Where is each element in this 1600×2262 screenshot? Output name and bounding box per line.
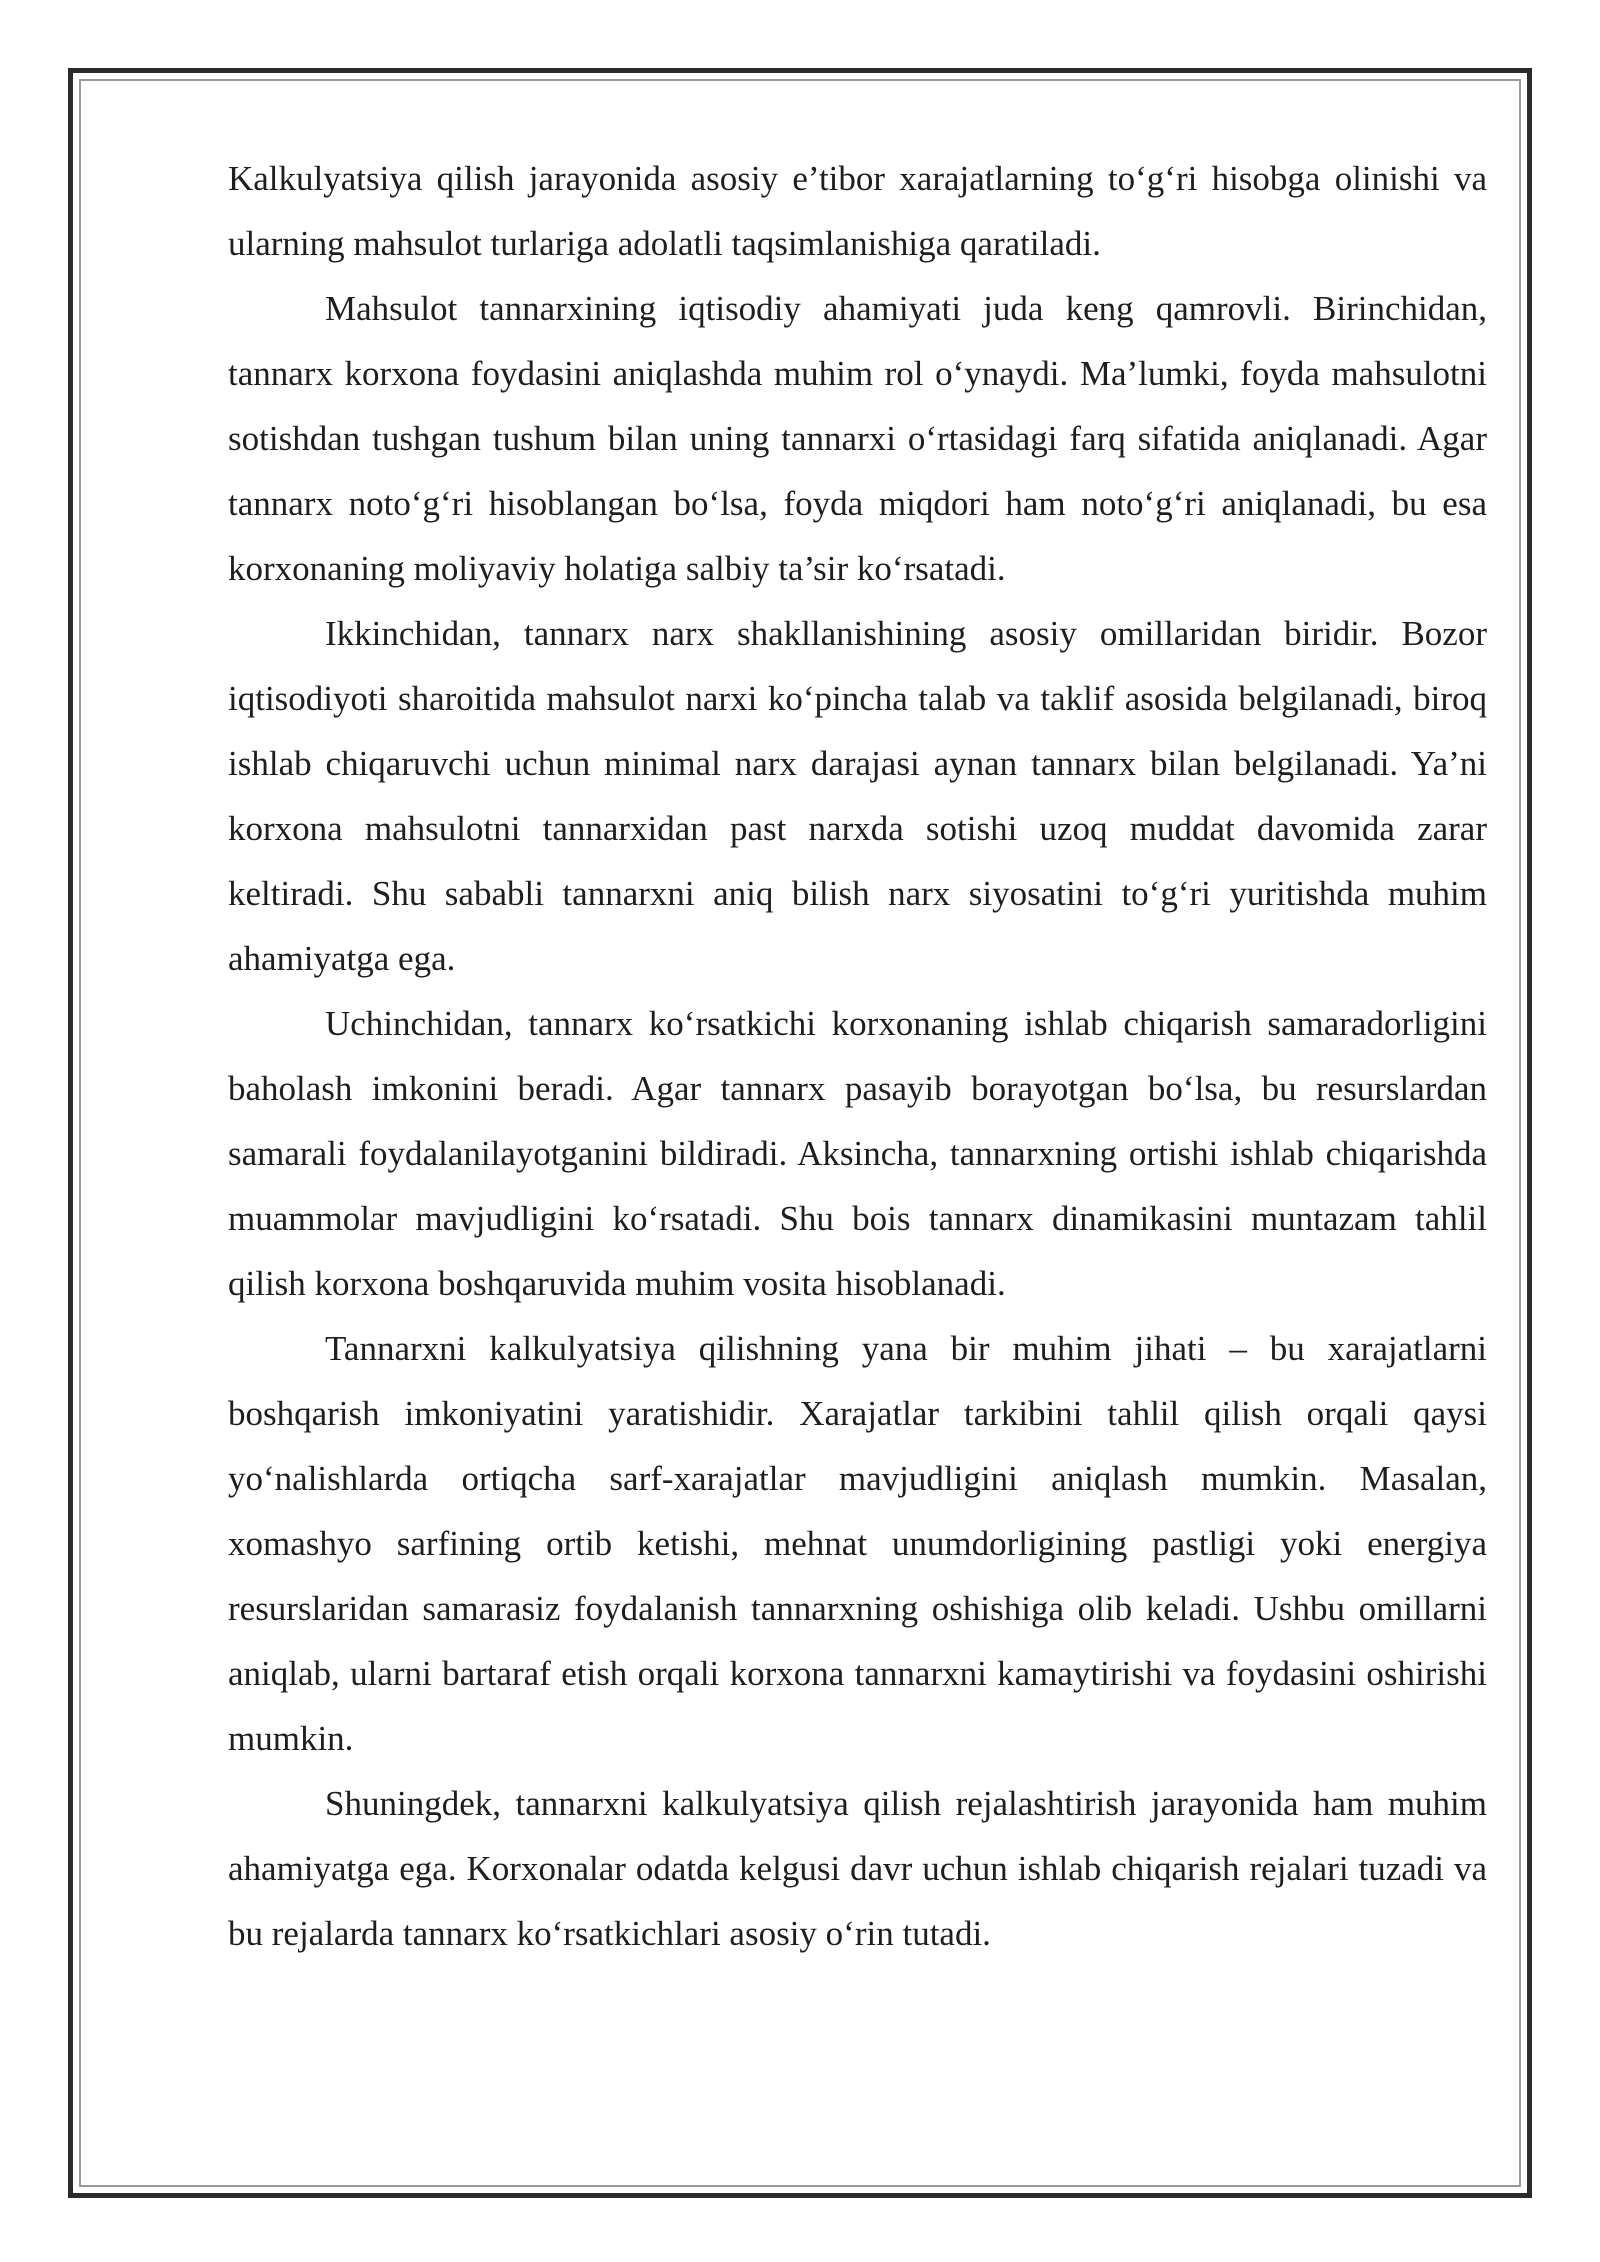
paragraph-4: Uchinchidan, tannarx ko‘rsatkichi korxonaning ishlab chiqarish samaradorligini baholash imkonini beradi. Agar tannarx pasayib borayotgan bo‘lsa, bu resurslardan samarali foydalanilayotganini bildiradi. Aksincha, tannarxning ortishi ishlab chiqarishda muammolar mavjudligini ko‘rsatadi. Shu bois tannarx dinamikasini muntazam tahlil qilish korxona boshqaruvida muhim vosita hisoblanadi. [228,1004,1487,1303]
document-body [228,146,1487,1966]
paragraph-5: Tannarxni kalkulyatsiya qilishning yana bir muhim jihati – bu xarajatlarni boshqarish imkoniyatini yaratishidir. Xarajatlar tarkibini tahlil qilish orqali qaysi yo‘nalishlarda ortiqcha sarf-xarajatlar mavjudligini aniqlash mumkin. Masalan, xomashyo sarfining ortib ketishi, mehnat unumdorligining pastligi yoki energiya resurslaridan samarasiz foydalanish tannarxning oshishiga olib keladi. Ushbu omillarni aniqlab, ularni bartaraf etish orqali korxona tannarxni kamaytirishi va foydasini oshirishi mumkin. [228,1329,1487,1758]
paragraph-6: Shuningdek, tannarxni kalkulyatsiya qilish rejalashtirish jarayonida ham muhim ahamiyatga ega. Korxonalar odatda kelgusi davr uchun ishlab chiqarish rejalari tuzadi va bu rejalarda tannarx ko‘rsatkichlari asosiy o‘rin tutadi. [228,1784,1487,1953]
paragraph-1: Kalkulyatsiya qilish jarayonida asosiy e’tibor xarajatlarning to‘g‘ri hisobga olinishi va ularning mahsulot turlariga adolatli taqsimlanishiga qaratiladi. [228,159,1487,263]
paragraph-2: Mahsulot tannarxining iqtisodiy ahamiyati juda keng qamrovli. Birinchidan, tannarx korxona foydasini aniqlashda muhim rol o‘ynaydi. Ma’lumki, foyda mahsulotni sotishdan tushgan tushum bilan uning tannarxi o‘rtasidagi farq sifatida aniqlanadi. Agar tannarx noto‘g‘ri hisoblangan bo‘lsa, foyda miqdori ham noto‘g‘ri aniqlanadi, bu esa korxonaning moliyaviy holatiga salbiy ta’sir ko‘rsatadi. [228,289,1487,588]
paragraph-3: Ikkinchidan, tannarx narx shakllanishining asosiy omillaridan biridir. Bozor iqtisodiyoti sharoitida mahsulot narxi ko‘pincha talab va taklif asosida belgilanadi, biroq ishlab chiqaruvchi uchun minimal narx darajasi aynan tannarx bilan belgilanadi. Ya’ni korxona mahsulotni tannarxidan past narxda sotishi uzoq muddat davomida zarar keltiradi. Shu sababli tannarxni aniq bilish narx siyosatini to‘g‘ri yuritishda muhim ahamiyatga ega. [228,614,1487,978]
